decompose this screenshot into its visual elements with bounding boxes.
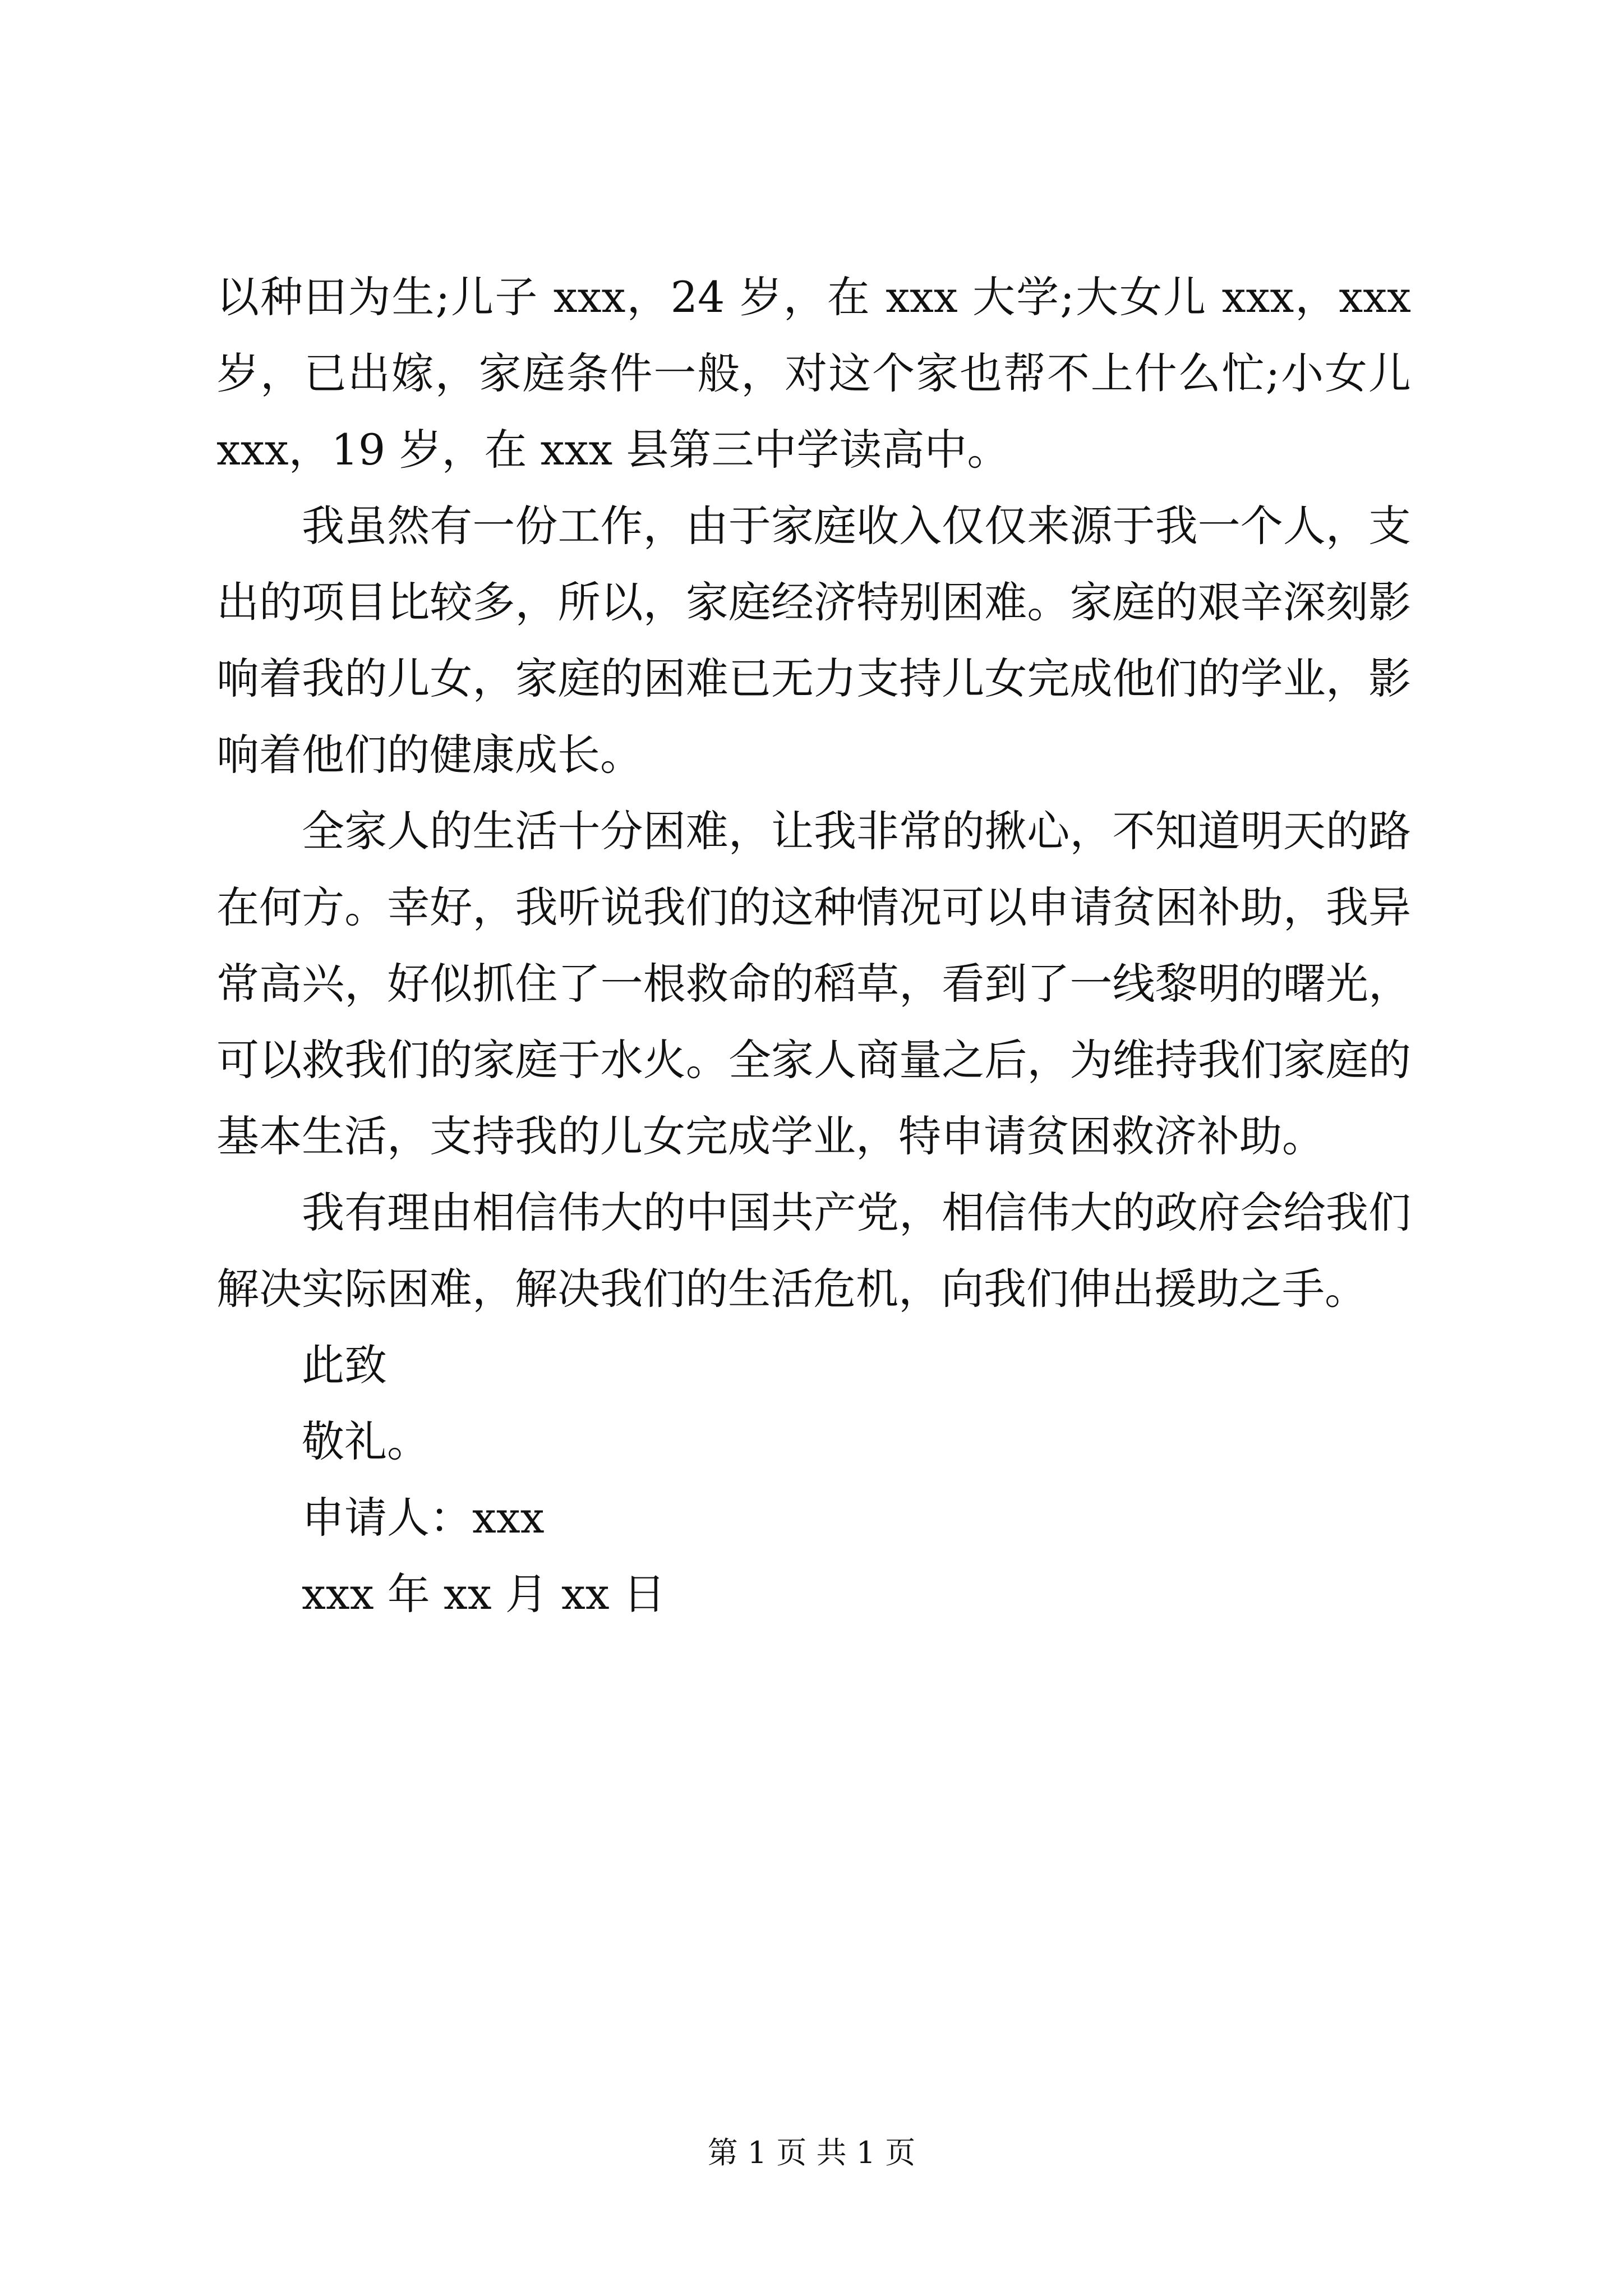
- paragraph-application-reason: 全家人的生活十分困难，让我非常的揪心，不知道明天的路在何方。幸好，我听说我们的这种情况可以申请贫困补助，我异常高兴，好似抓住了一根救命的稻草，看到了一线黎明的曙光，可以救我们的家庭于水火。全家人商量之后，为维持我们家庭的基本生活，支持我的儿女完成学业，特申请贫困救济补助。: [216, 806, 1411, 1161]
- page-footer: 第 1 页 共 1 页: [707, 2135, 916, 2170]
- date-line: xxx 年 xx 月 xx 日: [302, 1569, 666, 1619]
- salutation-line: 敬礼。: [302, 1416, 430, 1466]
- applicant-line: 申请人：xxx: [302, 1493, 545, 1543]
- document-body: [216, 259, 1411, 1632]
- closing-line: 此致: [302, 1340, 387, 1390]
- paragraph-trust-statement: 我有理由相信伟大的中国共产党，相信伟大的政府会给我们解决实际困难，解决我们的生活危机，向我们伸出援助之手。: [216, 1188, 1411, 1314]
- paragraph-family-members: 以种田为生;儿子 xxx，24 岁，在 xxx 大学;大女儿 xxx，xxx 岁，已出嫁，家庭条件一般，对这个家也帮不上什么忙;小女儿 xxx，19 岁，在 xxx 县第三中学读高中。: [216, 272, 1411, 475]
- paragraph-financial-hardship: 我虽然有一份工作，由于家庭收入仅仅来源于我一个人，支出的项目比较多，所以，家庭经济特别困难。家庭的艰辛深刻影响着我的儿女，家庭的困难已无力支持儿女完成他们的学业，影响着他们的健康成长。: [216, 501, 1411, 780]
